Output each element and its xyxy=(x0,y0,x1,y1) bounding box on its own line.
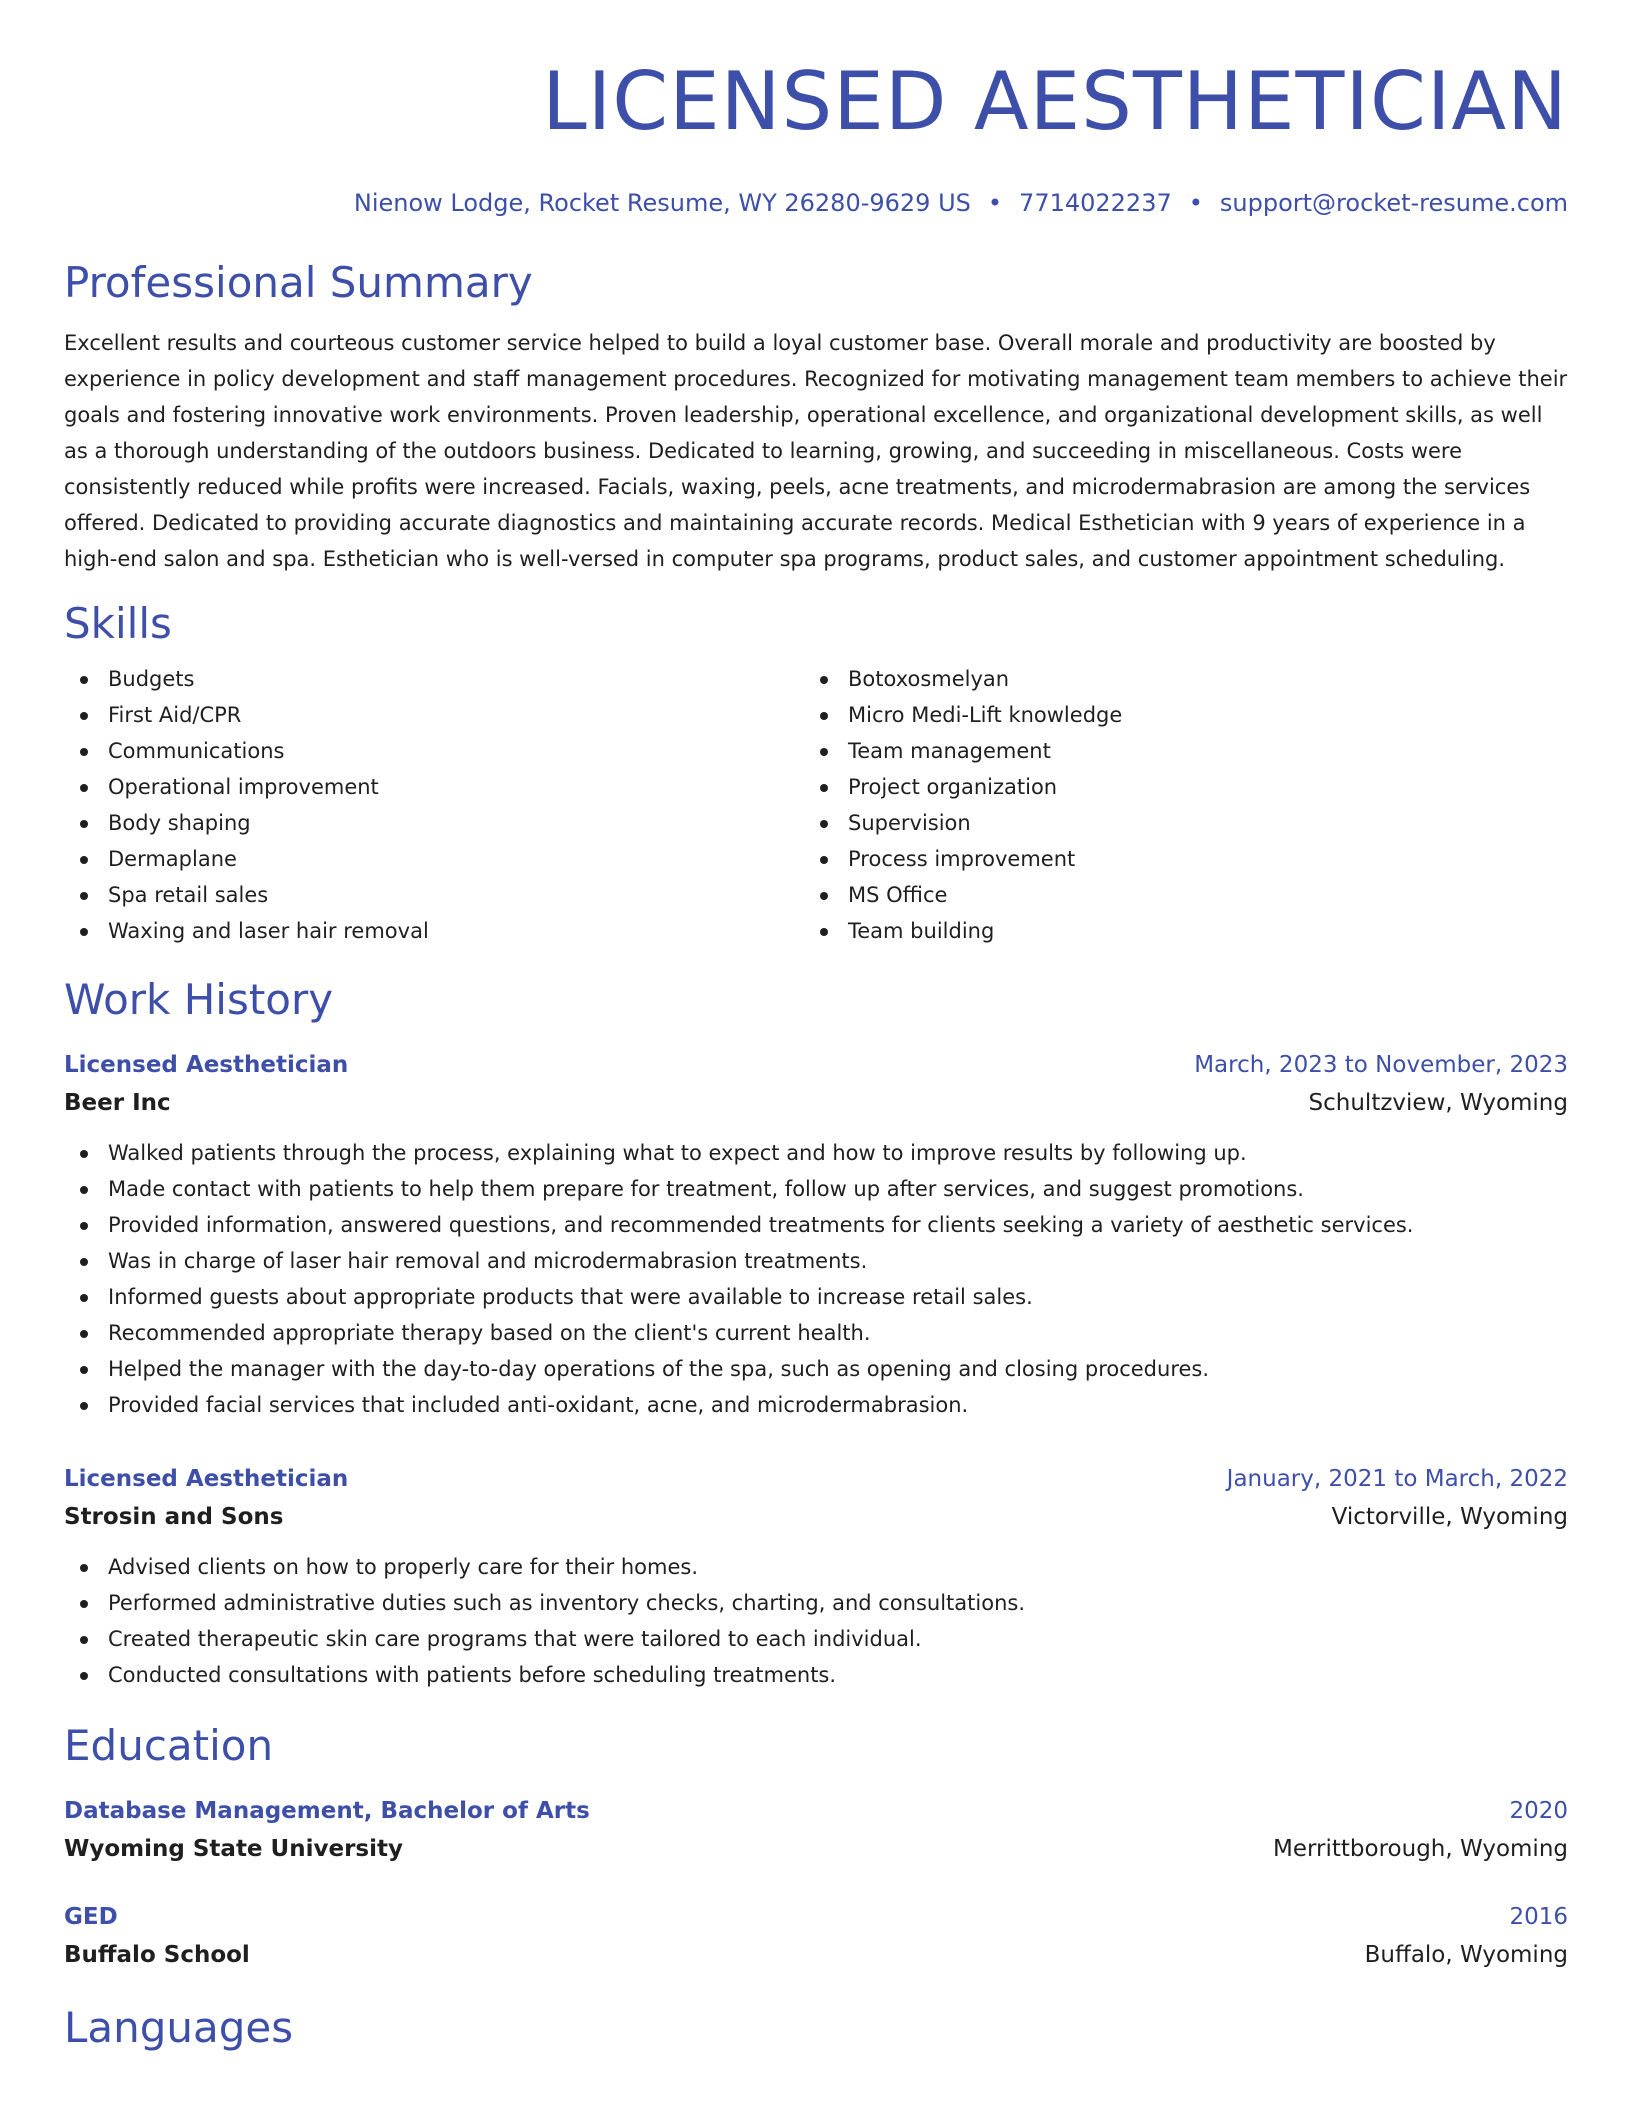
education-school-row xyxy=(64,1935,1568,1975)
resume-name: LICENSED AESTHETICIAN xyxy=(542,55,1568,148)
contact-line xyxy=(64,188,1568,218)
languages-section xyxy=(64,2003,1568,2053)
skill-item: Micro Medi-Lift knowledge xyxy=(804,697,1544,733)
education-year: 2016 xyxy=(1509,1904,1568,1930)
contact-phone[interactable]: 7714022237 xyxy=(1019,189,1172,217)
job-title: Licensed Aesthetician xyxy=(64,1466,349,1492)
education-location: Merrittborough, Wyoming xyxy=(1273,1836,1568,1862)
job-header-row xyxy=(64,1461,1568,1497)
job-company: Beer Inc xyxy=(64,1090,171,1116)
job-location: Schultzview, Wyoming xyxy=(1308,1090,1568,1116)
job-bullet: Advised clients on how to properly care for their homes. xyxy=(64,1549,1568,1585)
education-year: 2020 xyxy=(1509,1798,1568,1824)
education-school: Buffalo School xyxy=(64,1942,250,1968)
job-bullets xyxy=(64,1549,1568,1693)
job-bullet: Provided facial services that included anti-oxidant, acne, and microdermabrasion. xyxy=(64,1387,1568,1423)
education-degree: Database Management, Bachelor of Arts xyxy=(64,1798,590,1824)
skill-item: Dermaplane xyxy=(64,841,804,877)
section-title-summary: Professional Summary xyxy=(64,258,533,307)
work-history-section xyxy=(64,975,1568,1693)
skill-item: Supervision xyxy=(804,805,1544,841)
section-title-skills: Skills xyxy=(64,599,172,648)
job-entry xyxy=(64,1461,1568,1693)
job-bullet: Provided information, answered questions, and recommended treatments for clients seeking a variety of aesthetic services. xyxy=(64,1207,1568,1243)
job-entry xyxy=(64,1047,1568,1423)
skill-item: Process improvement xyxy=(804,841,1544,877)
skills-list-right xyxy=(804,661,1544,949)
skill-item: Team building xyxy=(804,913,1544,949)
skill-item: Botoxosmelyan xyxy=(804,661,1544,697)
education-entry xyxy=(64,1793,1568,1869)
skill-item: Budgets xyxy=(64,661,804,697)
job-bullet: Conducted consultations with patients before scheduling treatments. xyxy=(64,1657,1568,1693)
job-title: Licensed Aesthetician xyxy=(64,1052,349,1078)
job-bullet: Was in charge of laser hair removal and microdermabrasion treatments. xyxy=(64,1243,1568,1279)
job-company-row xyxy=(64,1497,1568,1537)
education-header-row xyxy=(64,1793,1568,1829)
summary-text: Excellent results and courteous customer service helped to build a loyal customer base. Overall morale and productivity are boosted by experience in policy development and staff management procedures. Recognized for motivating management team members to achieve their goals and fostering innovative work environments. Proven leadership, operational excellence, and organizational development skills, as well as a thorough understanding of the outdoors business. Dedicated to learning, growing, and succeeding in miscellaneous. Costs were consistently reduced while profits were increased. Facials, waxing, peels, acne treatments, and microdermabrasion are among the services offered. Dedicated to providing accurate diagnostics and maintaining accurate records. Medical Esthetician with 9 years of experience in a high-end salon and spa. Esthetician who is well-versed in computer spa programs, product sales, and customer appointment scheduling. xyxy=(64,331,1568,571)
job-bullets xyxy=(64,1135,1568,1423)
skills-list-left xyxy=(64,661,804,949)
job-dates: January, 2021 to March, 2022 xyxy=(1226,1466,1568,1492)
job-bullet: Created therapeutic skin care programs that were tailored to each individual. xyxy=(64,1621,1568,1657)
job-bullet: Informed guests about appropriate products that were available to increase retail sales. xyxy=(64,1279,1568,1315)
job-header-row xyxy=(64,1047,1568,1083)
job-bullet: Recommended appropriate therapy based on the client's current health. xyxy=(64,1315,1568,1351)
skill-item: Waxing and laser hair removal xyxy=(64,913,804,949)
education-header-row xyxy=(64,1899,1568,1935)
education-school: Wyoming State University xyxy=(64,1836,403,1862)
skill-item: MS Office xyxy=(804,877,1544,913)
job-bullet: Made contact with patients to help them prepare for treatment, follow up after services, and suggest promotions. xyxy=(64,1171,1568,1207)
skill-item: Operational improvement xyxy=(64,769,804,805)
skill-item: Team management xyxy=(804,733,1544,769)
job-bullet: Walked patients through the process, explaining what to expect and how to improve results by following up. xyxy=(64,1135,1568,1171)
job-company: Strosin and Sons xyxy=(64,1504,284,1530)
job-bullet: Performed administrative duties such as inventory checks, charting, and consultations. xyxy=(64,1585,1568,1621)
job-location: Victorville, Wyoming xyxy=(1331,1504,1568,1530)
section-title-languages: Languages xyxy=(64,2003,294,2052)
education-location: Buffalo, Wyoming xyxy=(1364,1942,1568,1968)
education-entry xyxy=(64,1899,1568,1975)
summary-section xyxy=(64,258,1568,577)
skill-item: Body shaping xyxy=(64,805,804,841)
skills-section xyxy=(64,599,1568,949)
contact-email[interactable]: support@rocket-resume.com xyxy=(1219,189,1568,217)
resume-header xyxy=(64,56,1568,218)
section-title-work-history: Work History xyxy=(64,975,334,1024)
contact-separator: • xyxy=(987,189,1003,217)
skill-item: Spa retail sales xyxy=(64,877,804,913)
education-section xyxy=(64,1721,1568,1975)
skill-item: First Aid/CPR xyxy=(64,697,804,733)
contact-separator: • xyxy=(1188,189,1203,217)
job-bullet: Helped the manager with the day-to-day operations of the spa, such as opening and closing procedures. xyxy=(64,1351,1568,1387)
education-school-row xyxy=(64,1829,1568,1869)
skill-item: Communications xyxy=(64,733,804,769)
section-title-education: Education xyxy=(64,1721,274,1770)
job-dates: March, 2023 to November, 2023 xyxy=(1194,1052,1568,1078)
contact-address: Nienow Lodge, Rocket Resume, WY 26280-9629 US xyxy=(353,189,971,217)
skill-item: Project organization xyxy=(804,769,1544,805)
job-company-row xyxy=(64,1083,1568,1123)
education-degree: GED xyxy=(64,1904,118,1930)
skills-grid xyxy=(64,661,1568,949)
